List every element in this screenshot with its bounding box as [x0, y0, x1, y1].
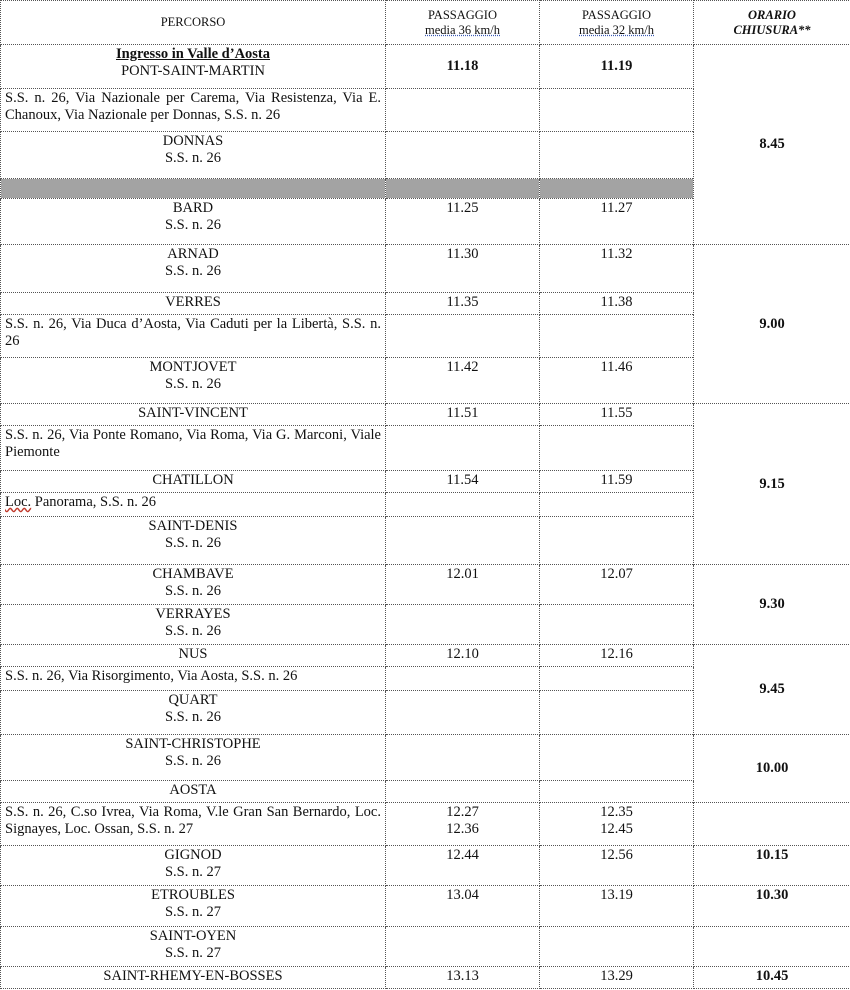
table-row [1, 967, 850, 989]
closing-time: 10.00 [694, 735, 850, 803]
place-name: QUART [168, 692, 218, 708]
location-cell [1, 45, 386, 89]
header-media-32: media 32 km/h [579, 22, 654, 37]
table-row [1, 886, 850, 927]
time-32: 11.59 [540, 471, 694, 493]
empty-cell [386, 426, 540, 471]
time-36: 13.04 [386, 886, 540, 927]
time-32: 13.29 [540, 967, 694, 989]
location-cell [1, 735, 386, 781]
empty-cell [386, 315, 540, 358]
place-name: VERRAYES [155, 606, 231, 622]
empty-cell [386, 781, 540, 803]
closing-time: 9.15 [694, 404, 850, 565]
empty-cell [540, 315, 694, 358]
road-name: S.S. n. 27 [164, 864, 221, 880]
closing-time: 8.45 [694, 45, 850, 245]
empty-cell [386, 691, 540, 735]
empty-cell [694, 803, 850, 846]
empty-cell [386, 735, 540, 781]
empty-cell [386, 89, 540, 132]
location-cell [1, 691, 386, 735]
closing-time: 10.30 [694, 886, 850, 927]
time-36: 13.13 [386, 967, 540, 989]
place-name: PONT-SAINT-MARTIN [121, 63, 265, 79]
header-passaggio-label: PASSAGGIO [581, 7, 651, 22]
time-32: 12.16 [540, 645, 694, 667]
time-36: 11.18 [386, 45, 540, 89]
empty-cell [540, 493, 694, 517]
place-name: NUS [1, 645, 386, 667]
place-name: ARNAD [167, 246, 219, 262]
location-cell [1, 132, 386, 179]
road-name: S.S. n. 26 [164, 709, 221, 725]
header-row [1, 1, 850, 45]
header-passaggio-36 [386, 1, 540, 45]
location-cell [1, 605, 386, 645]
times-32 [540, 803, 694, 846]
place-name: CHAMBAVE [152, 566, 234, 582]
place-name: SAINT-CHRISTOPHE [125, 736, 261, 752]
road-name: S.S. n. 27 [164, 945, 221, 961]
closing-time: 9.00 [694, 245, 850, 404]
empty-cell [540, 667, 694, 691]
closing-time: 10.15 [694, 846, 850, 886]
header-percorso: PERCORSO [1, 1, 386, 45]
time-36: 11.51 [386, 404, 540, 426]
place-name: AOSTA [1, 781, 386, 803]
location-cell [1, 846, 386, 886]
location-cell [1, 358, 386, 404]
place-name: BARD [172, 200, 214, 216]
grey-separator [386, 179, 540, 199]
empty-cell [540, 426, 694, 471]
empty-cell [386, 517, 540, 565]
table-row [1, 927, 850, 967]
time-36: 11.42 [386, 358, 540, 404]
route-description: S.S. n. 26, C.so Ivrea, Via Roma, V.le Gran San Bernardo, Loc. Signayes, Loc. Ossan, S.S. n. 27 [1, 803, 386, 846]
table-row [1, 735, 850, 781]
location-cell [1, 199, 386, 245]
route-description: S.S. n. 26, Via Nazionale per Carema, Via Resistenza, Via E. Chanoux, Via Nazionale per Donnas, S.S. n. 26 [1, 89, 386, 132]
times-36 [386, 803, 540, 846]
place-name: ETROUBLES [151, 887, 235, 903]
location-cell [1, 886, 386, 927]
time-32: 11.19 [540, 45, 694, 89]
time-36: 11.54 [386, 471, 540, 493]
route-description: S.S. n. 26, Via Ponte Romano, Via Roma, Via G. Marconi, Viale Piemonte [1, 426, 386, 471]
time-36: 12.10 [386, 645, 540, 667]
table-row [1, 565, 850, 605]
time-36: 11.25 [386, 199, 540, 245]
location-cell [1, 245, 386, 293]
table-row [1, 404, 850, 426]
empty-cell [386, 132, 540, 179]
empty-cell [386, 927, 540, 967]
empty-cell [540, 89, 694, 132]
place-name: SAINT-DENIS [148, 518, 238, 534]
time-32: 11.38 [540, 293, 694, 315]
time-32-second: 12.45 [600, 821, 633, 837]
table-row [1, 645, 850, 667]
place-name: SAINT-OYEN [149, 928, 237, 944]
loc-abbrev: Loc. [5, 494, 32, 510]
closing-time: 9.45 [694, 645, 850, 735]
closing-time: 10.45 [694, 967, 850, 989]
place-name: CHATILLON [1, 471, 386, 493]
route-description: S.S. n. 26, Via Duca d’Aosta, Via Caduti per la Libertà, S.S. n. 26 [1, 315, 386, 358]
place-name: SAINT-VINCENT [1, 404, 386, 426]
empty-cell [386, 493, 540, 517]
route-text: Panorama, S.S. n. 26 [31, 494, 157, 510]
time-36-first: 12.27 [446, 804, 479, 820]
road-name: S.S. n. 26 [164, 753, 221, 769]
time-32: 13.19 [540, 886, 694, 927]
location-cell [1, 517, 386, 565]
road-name: S.S. n. 27 [164, 904, 221, 920]
time-36: 12.01 [386, 565, 540, 605]
header-orario-chiusura [694, 1, 850, 45]
place-name: SAINT-RHEMY-EN-BOSSES [1, 967, 386, 989]
table-row [1, 245, 850, 293]
empty-cell [386, 605, 540, 645]
place-name: DONNAS [162, 133, 224, 149]
grey-separator [1, 179, 386, 199]
route-description: S.S. n. 26, Via Risorgimento, Via Aosta, S.S. n. 26 [1, 667, 386, 691]
empty-cell [386, 667, 540, 691]
place-name: GIGNOD [164, 847, 222, 863]
time-32: 11.55 [540, 404, 694, 426]
time-32: 12.07 [540, 565, 694, 605]
empty-cell [540, 517, 694, 565]
time-32: 12.56 [540, 846, 694, 886]
empty-cell [540, 781, 694, 803]
header-passaggio-label: PASSAGGIO [427, 7, 497, 22]
table-row [1, 803, 850, 846]
place-name: MONTJOVET [149, 359, 237, 375]
road-name: S.S. n. 26 [164, 583, 221, 599]
empty-cell [540, 691, 694, 735]
road-name: S.S. n. 26 [164, 535, 221, 551]
header-passaggio-32 [540, 1, 694, 45]
time-32-first: 12.35 [600, 804, 633, 820]
time-36-second: 12.36 [446, 821, 479, 837]
time-32: 11.46 [540, 358, 694, 404]
closing-time: 9.30 [694, 565, 850, 645]
time-36: 11.30 [386, 245, 540, 293]
time-36: 11.35 [386, 293, 540, 315]
grey-separator [540, 179, 694, 199]
header-media-36: media 36 km/h [425, 22, 500, 37]
time-32: 11.27 [540, 199, 694, 245]
header-chiusura: CHIUSURA** [733, 22, 811, 37]
entry-title: Ingresso in Valle d’Aosta [115, 46, 271, 62]
road-name: S.S. n. 26 [164, 263, 221, 279]
header-orario: ORARIO [748, 7, 796, 22]
empty-cell [540, 735, 694, 781]
road-name: S.S. n. 26 [164, 217, 221, 233]
location-cell [1, 565, 386, 605]
table-row [1, 45, 850, 89]
route-description [1, 493, 386, 517]
location-cell [1, 927, 386, 967]
empty-cell [694, 927, 850, 967]
place-name: VERRES [1, 293, 386, 315]
empty-cell [540, 605, 694, 645]
empty-cell [540, 132, 694, 179]
road-name: S.S. n. 26 [164, 376, 221, 392]
table-row [1, 846, 850, 886]
empty-cell [540, 927, 694, 967]
time-36: 12.44 [386, 846, 540, 886]
road-name: S.S. n. 26 [164, 623, 221, 639]
time-32: 11.32 [540, 245, 694, 293]
road-name: S.S. n. 26 [164, 150, 221, 166]
